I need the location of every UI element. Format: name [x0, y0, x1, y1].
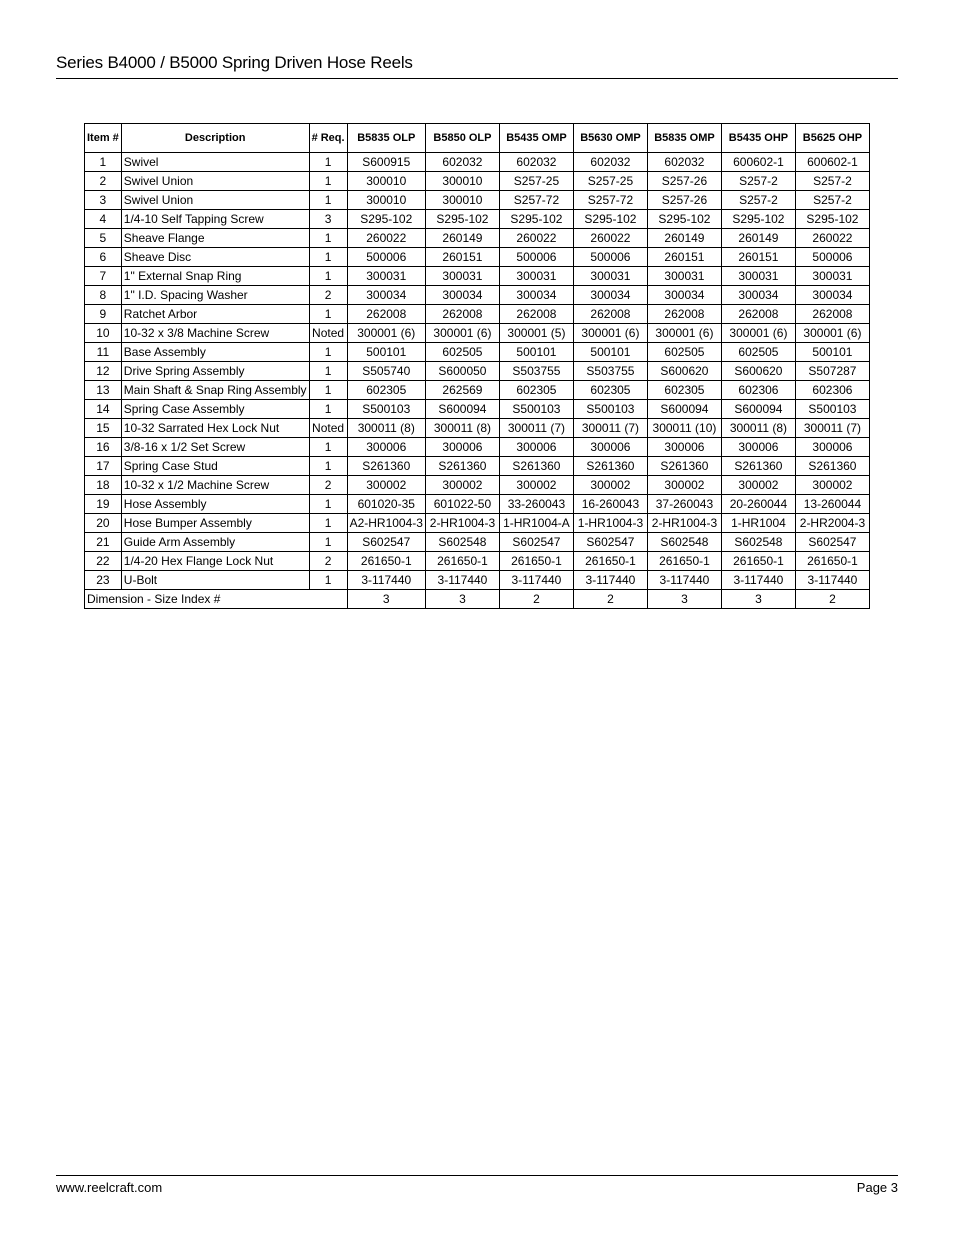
- item-number: 3: [85, 191, 122, 210]
- quantity-required: 2: [309, 286, 347, 305]
- part-number: 262008: [573, 305, 647, 324]
- part-number: 300011 (10): [647, 419, 721, 438]
- part-number: 260022: [573, 229, 647, 248]
- part-number: 300011 (8): [425, 419, 499, 438]
- part-number: 261650-1: [347, 552, 425, 571]
- quantity-required: 1: [309, 533, 347, 552]
- table-row: [85, 438, 870, 457]
- quantity-required: 1: [309, 438, 347, 457]
- part-number: 300006: [721, 438, 795, 457]
- quantity-required: 2: [309, 476, 347, 495]
- part-number: 300034: [573, 286, 647, 305]
- size-index-value: 2: [573, 590, 647, 609]
- part-number: 601022-50: [425, 495, 499, 514]
- part-number: 300031: [721, 267, 795, 286]
- part-number: 300011 (8): [347, 419, 425, 438]
- part-number: 602305: [647, 381, 721, 400]
- part-number: 3-117440: [425, 571, 499, 590]
- size-index-value: 3: [647, 590, 721, 609]
- part-description: Guide Arm Assembly: [121, 533, 309, 552]
- table-row: [85, 229, 870, 248]
- part-number: 260151: [647, 248, 721, 267]
- part-description: Spring Case Assembly: [121, 400, 309, 419]
- part-number: S257-26: [647, 191, 721, 210]
- quantity-required: Noted: [309, 324, 347, 343]
- part-number: 1-HR1004: [721, 514, 795, 533]
- part-number: 262569: [425, 381, 499, 400]
- table-row: [85, 153, 870, 172]
- part-number: 300010: [347, 191, 425, 210]
- item-number: 20: [85, 514, 122, 533]
- part-number: 300001 (6): [347, 324, 425, 343]
- part-number: 2-HR1004-3: [425, 514, 499, 533]
- part-number: 300001 (6): [425, 324, 499, 343]
- part-number: S600915: [347, 153, 425, 172]
- part-number: 261650-1: [573, 552, 647, 571]
- quantity-required: 2: [309, 552, 347, 571]
- part-number: 260022: [499, 229, 573, 248]
- part-number: S602547: [795, 533, 869, 552]
- part-number: 300002: [347, 476, 425, 495]
- part-number: 300006: [499, 438, 573, 457]
- part-number: 300010: [425, 191, 499, 210]
- part-number: A2-HR1004-3: [347, 514, 425, 533]
- part-description: 1/4-20 Hex Flange Lock Nut: [121, 552, 309, 571]
- table-header-row: [85, 124, 870, 153]
- part-number: 602032: [647, 153, 721, 172]
- part-number: 260149: [647, 229, 721, 248]
- item-number: 9: [85, 305, 122, 324]
- item-number: 17: [85, 457, 122, 476]
- part-number: S295-102: [721, 210, 795, 229]
- table-row: [85, 476, 870, 495]
- part-number: S261360: [347, 457, 425, 476]
- part-description: Swivel Union: [121, 172, 309, 191]
- part-number: S602547: [347, 533, 425, 552]
- quantity-required: 1: [309, 457, 347, 476]
- part-number: 300001 (6): [795, 324, 869, 343]
- part-number: 500006: [573, 248, 647, 267]
- item-number: 12: [85, 362, 122, 381]
- table-row: [85, 286, 870, 305]
- table-row: [85, 305, 870, 324]
- part-number: 602032: [425, 153, 499, 172]
- part-number: 602306: [795, 381, 869, 400]
- part-description: Sheave Disc: [121, 248, 309, 267]
- item-number: 19: [85, 495, 122, 514]
- item-number: 11: [85, 343, 122, 362]
- part-number: S257-26: [647, 172, 721, 191]
- part-number: 33-260043: [499, 495, 573, 514]
- part-number: 262008: [647, 305, 721, 324]
- part-number: 500101: [499, 343, 573, 362]
- part-number: 602505: [721, 343, 795, 362]
- part-number: S500103: [573, 400, 647, 419]
- item-number: 7: [85, 267, 122, 286]
- item-number: 14: [85, 400, 122, 419]
- part-number: 3-117440: [647, 571, 721, 590]
- size-index-value: 3: [347, 590, 425, 609]
- part-number: 300002: [721, 476, 795, 495]
- item-number: 8: [85, 286, 122, 305]
- quantity-required: 1: [309, 362, 347, 381]
- part-number: S261360: [795, 457, 869, 476]
- table-row: [85, 457, 870, 476]
- item-number: 22: [85, 552, 122, 571]
- part-number: 1-HR1004-A: [499, 514, 573, 533]
- table-row: [85, 324, 870, 343]
- part-description: 1/4-10 Self Tapping Screw: [121, 210, 309, 229]
- part-number: S600620: [721, 362, 795, 381]
- part-number: S261360: [647, 457, 721, 476]
- table-row: [85, 210, 870, 229]
- part-description: 3/8-16 x 1/2 Set Screw: [121, 438, 309, 457]
- part-number: 260149: [425, 229, 499, 248]
- part-number: 262008: [347, 305, 425, 324]
- part-number: S600094: [721, 400, 795, 419]
- part-number: S295-102: [573, 210, 647, 229]
- table-row: [85, 419, 870, 438]
- table-row: [85, 381, 870, 400]
- quantity-required: 1: [309, 153, 347, 172]
- part-number: S261360: [721, 457, 795, 476]
- part-number: 262008: [721, 305, 795, 324]
- quantity-required: 1: [309, 267, 347, 286]
- part-number: 3-117440: [499, 571, 573, 590]
- part-number: S503755: [499, 362, 573, 381]
- part-number: S600094: [647, 400, 721, 419]
- part-number: 13-260044: [795, 495, 869, 514]
- part-number: 500101: [573, 343, 647, 362]
- size-index-value: 3: [721, 590, 795, 609]
- part-number: 300034: [795, 286, 869, 305]
- part-number: S261360: [425, 457, 499, 476]
- part-number: S261360: [499, 457, 573, 476]
- part-number: 16-260043: [573, 495, 647, 514]
- part-number: 300006: [795, 438, 869, 457]
- header-description: Description: [121, 124, 309, 153]
- part-number: 37-260043: [647, 495, 721, 514]
- part-description: Swivel Union: [121, 191, 309, 210]
- part-description: Ratchet Arbor: [121, 305, 309, 324]
- item-number: 4: [85, 210, 122, 229]
- part-number: 300002: [647, 476, 721, 495]
- part-number: S602547: [573, 533, 647, 552]
- part-number: S602548: [425, 533, 499, 552]
- part-number: S257-2: [721, 172, 795, 191]
- size-index-row: [85, 590, 870, 609]
- part-number: 2-HR1004-3: [647, 514, 721, 533]
- part-number: 1-HR1004-3: [573, 514, 647, 533]
- quantity-required: 1: [309, 343, 347, 362]
- part-number: 260022: [347, 229, 425, 248]
- part-number: 300034: [347, 286, 425, 305]
- item-number: 10: [85, 324, 122, 343]
- part-description: Base Assembly: [121, 343, 309, 362]
- header-model: B5625 OHP: [795, 124, 869, 153]
- quantity-required: 1: [309, 191, 347, 210]
- part-number: S500103: [499, 400, 573, 419]
- part-number: 300031: [573, 267, 647, 286]
- table-row: [85, 248, 870, 267]
- part-number: S602547: [499, 533, 573, 552]
- size-index-value: 3: [425, 590, 499, 609]
- header-model: B5835 OLP: [347, 124, 425, 153]
- part-number: 500101: [347, 343, 425, 362]
- header-item: Item #: [85, 124, 122, 153]
- part-number: 602505: [425, 343, 499, 362]
- part-description: Hose Assembly: [121, 495, 309, 514]
- part-number: 600602-1: [795, 153, 869, 172]
- part-number: 300034: [647, 286, 721, 305]
- part-number: 261650-1: [499, 552, 573, 571]
- header-model: B5850 OLP: [425, 124, 499, 153]
- part-number: 602306: [721, 381, 795, 400]
- part-number: 300006: [347, 438, 425, 457]
- quantity-required: 1: [309, 514, 347, 533]
- part-number: 300010: [347, 172, 425, 191]
- part-number: 260151: [425, 248, 499, 267]
- header-req: # Req.: [309, 124, 347, 153]
- part-number: 300006: [425, 438, 499, 457]
- size-index-value: 2: [499, 590, 573, 609]
- quantity-required: 3: [309, 210, 347, 229]
- part-number: S257-25: [499, 172, 573, 191]
- part-description: Sheave Flange: [121, 229, 309, 248]
- part-number: 261650-1: [647, 552, 721, 571]
- part-number: S600620: [647, 362, 721, 381]
- size-index-label: Dimension - Size Index #: [85, 590, 348, 609]
- part-number: 500101: [795, 343, 869, 362]
- table-row: [85, 533, 870, 552]
- part-number: 3-117440: [721, 571, 795, 590]
- part-number: 300034: [721, 286, 795, 305]
- item-number: 21: [85, 533, 122, 552]
- part-number: S257-72: [499, 191, 573, 210]
- header-model: B5835 OMP: [647, 124, 721, 153]
- part-number: 300006: [573, 438, 647, 457]
- header-divider: [56, 78, 898, 79]
- part-number: 602305: [347, 381, 425, 400]
- part-number: 300034: [425, 286, 499, 305]
- table-row: [85, 571, 870, 590]
- part-number: 300001 (5): [499, 324, 573, 343]
- part-number: S295-102: [499, 210, 573, 229]
- part-number: 261650-1: [721, 552, 795, 571]
- part-number: S257-2: [721, 191, 795, 210]
- quantity-required: 1: [309, 305, 347, 324]
- table-row: [85, 191, 870, 210]
- table-row: [85, 267, 870, 286]
- table-row: [85, 514, 870, 533]
- header-model: B5435 OMP: [499, 124, 573, 153]
- part-description: 1" External Snap Ring: [121, 267, 309, 286]
- table-row: [85, 343, 870, 362]
- part-number: S295-102: [795, 210, 869, 229]
- parts-table: [84, 123, 870, 609]
- part-number: 3-117440: [573, 571, 647, 590]
- quantity-required: 1: [309, 400, 347, 419]
- table-row: [85, 362, 870, 381]
- part-number: 261650-1: [795, 552, 869, 571]
- part-description: Main Shaft & Snap Ring Assembly: [121, 381, 309, 400]
- part-number: 262008: [425, 305, 499, 324]
- item-number: 18: [85, 476, 122, 495]
- part-number: S257-72: [573, 191, 647, 210]
- part-description: Swivel: [121, 153, 309, 172]
- table-row: [85, 495, 870, 514]
- part-number: S257-2: [795, 191, 869, 210]
- part-number: S507287: [795, 362, 869, 381]
- part-number: 300002: [573, 476, 647, 495]
- part-number: S500103: [795, 400, 869, 419]
- part-number: 602032: [499, 153, 573, 172]
- part-number: 260022: [795, 229, 869, 248]
- part-number: 300031: [795, 267, 869, 286]
- part-number: 300001 (6): [573, 324, 647, 343]
- part-number: S295-102: [647, 210, 721, 229]
- part-number: S295-102: [347, 210, 425, 229]
- table-row: [85, 552, 870, 571]
- part-number: 262008: [499, 305, 573, 324]
- part-number: 300002: [499, 476, 573, 495]
- part-number: 300010: [425, 172, 499, 191]
- quantity-required: 1: [309, 248, 347, 267]
- part-number: 261650-1: [425, 552, 499, 571]
- part-description: 10-32 x 1/2 Machine Screw: [121, 476, 309, 495]
- page-title: Series B4000 / B5000 Spring Driven Hose Reels: [56, 53, 413, 72]
- quantity-required: 1: [309, 495, 347, 514]
- item-number: 23: [85, 571, 122, 590]
- part-number: S500103: [347, 400, 425, 419]
- part-number: S503755: [573, 362, 647, 381]
- part-description: 10-32 Sarrated Hex Lock Nut: [121, 419, 309, 438]
- quantity-required: 1: [309, 381, 347, 400]
- table-row: [85, 172, 870, 191]
- part-number: S261360: [573, 457, 647, 476]
- quantity-required: 1: [309, 571, 347, 590]
- part-description: Spring Case Stud: [121, 457, 309, 476]
- part-number: 260149: [721, 229, 795, 248]
- part-number: 300034: [499, 286, 573, 305]
- quantity-required: Noted: [309, 419, 347, 438]
- part-number: 300002: [795, 476, 869, 495]
- part-number: 300002: [425, 476, 499, 495]
- part-number: 260151: [721, 248, 795, 267]
- part-number: 602305: [573, 381, 647, 400]
- part-number: 20-260044: [721, 495, 795, 514]
- part-number: 300011 (7): [795, 419, 869, 438]
- part-number: 300001 (6): [721, 324, 795, 343]
- part-number: S602548: [647, 533, 721, 552]
- part-description: Drive Spring Assembly: [121, 362, 309, 381]
- website-link[interactable]: www.reelcraft.com: [56, 1180, 163, 1195]
- part-number: 300031: [647, 267, 721, 286]
- part-number: 300001 (6): [647, 324, 721, 343]
- header-model: B5435 OHP: [721, 124, 795, 153]
- size-index-value: 2: [795, 590, 869, 609]
- part-number: 602505: [647, 343, 721, 362]
- footer-divider: [56, 1175, 898, 1176]
- part-number: 500006: [347, 248, 425, 267]
- part-number: 262008: [795, 305, 869, 324]
- header-model: B5630 OMP: [573, 124, 647, 153]
- part-number: 500006: [499, 248, 573, 267]
- part-number: 602032: [573, 153, 647, 172]
- item-number: 6: [85, 248, 122, 267]
- item-number: 5: [85, 229, 122, 248]
- table-row: [85, 400, 870, 419]
- part-number: S600094: [425, 400, 499, 419]
- part-description: U-Bolt: [121, 571, 309, 590]
- item-number: 1: [85, 153, 122, 172]
- part-number: 2-HR2004-3: [795, 514, 869, 533]
- part-number: 300031: [425, 267, 499, 286]
- part-number: S257-25: [573, 172, 647, 191]
- part-number: S602548: [721, 533, 795, 552]
- part-number: 3-117440: [347, 571, 425, 590]
- item-number: 16: [85, 438, 122, 457]
- item-number: 13: [85, 381, 122, 400]
- part-number: S600050: [425, 362, 499, 381]
- part-number: 3-117440: [795, 571, 869, 590]
- item-number: 2: [85, 172, 122, 191]
- page-number: Page 3: [856, 1180, 898, 1195]
- part-number: 300006: [647, 438, 721, 457]
- part-number: S295-102: [425, 210, 499, 229]
- quantity-required: 1: [309, 172, 347, 191]
- part-number: 300031: [347, 267, 425, 286]
- part-number: 602305: [499, 381, 573, 400]
- part-number: 300031: [499, 267, 573, 286]
- part-number: S505740: [347, 362, 425, 381]
- item-number: 15: [85, 419, 122, 438]
- part-description: 1" I.D. Spacing Washer: [121, 286, 309, 305]
- part-description: Hose Bumper Assembly: [121, 514, 309, 533]
- part-number: 300011 (7): [499, 419, 573, 438]
- part-description: 10-32 x 3/8 Machine Screw: [121, 324, 309, 343]
- part-number: 600602-1: [721, 153, 795, 172]
- part-number: 500006: [795, 248, 869, 267]
- part-number: 601020-35: [347, 495, 425, 514]
- part-number: 300011 (7): [573, 419, 647, 438]
- part-number: S257-2: [795, 172, 869, 191]
- quantity-required: 1: [309, 229, 347, 248]
- part-number: 300011 (8): [721, 419, 795, 438]
